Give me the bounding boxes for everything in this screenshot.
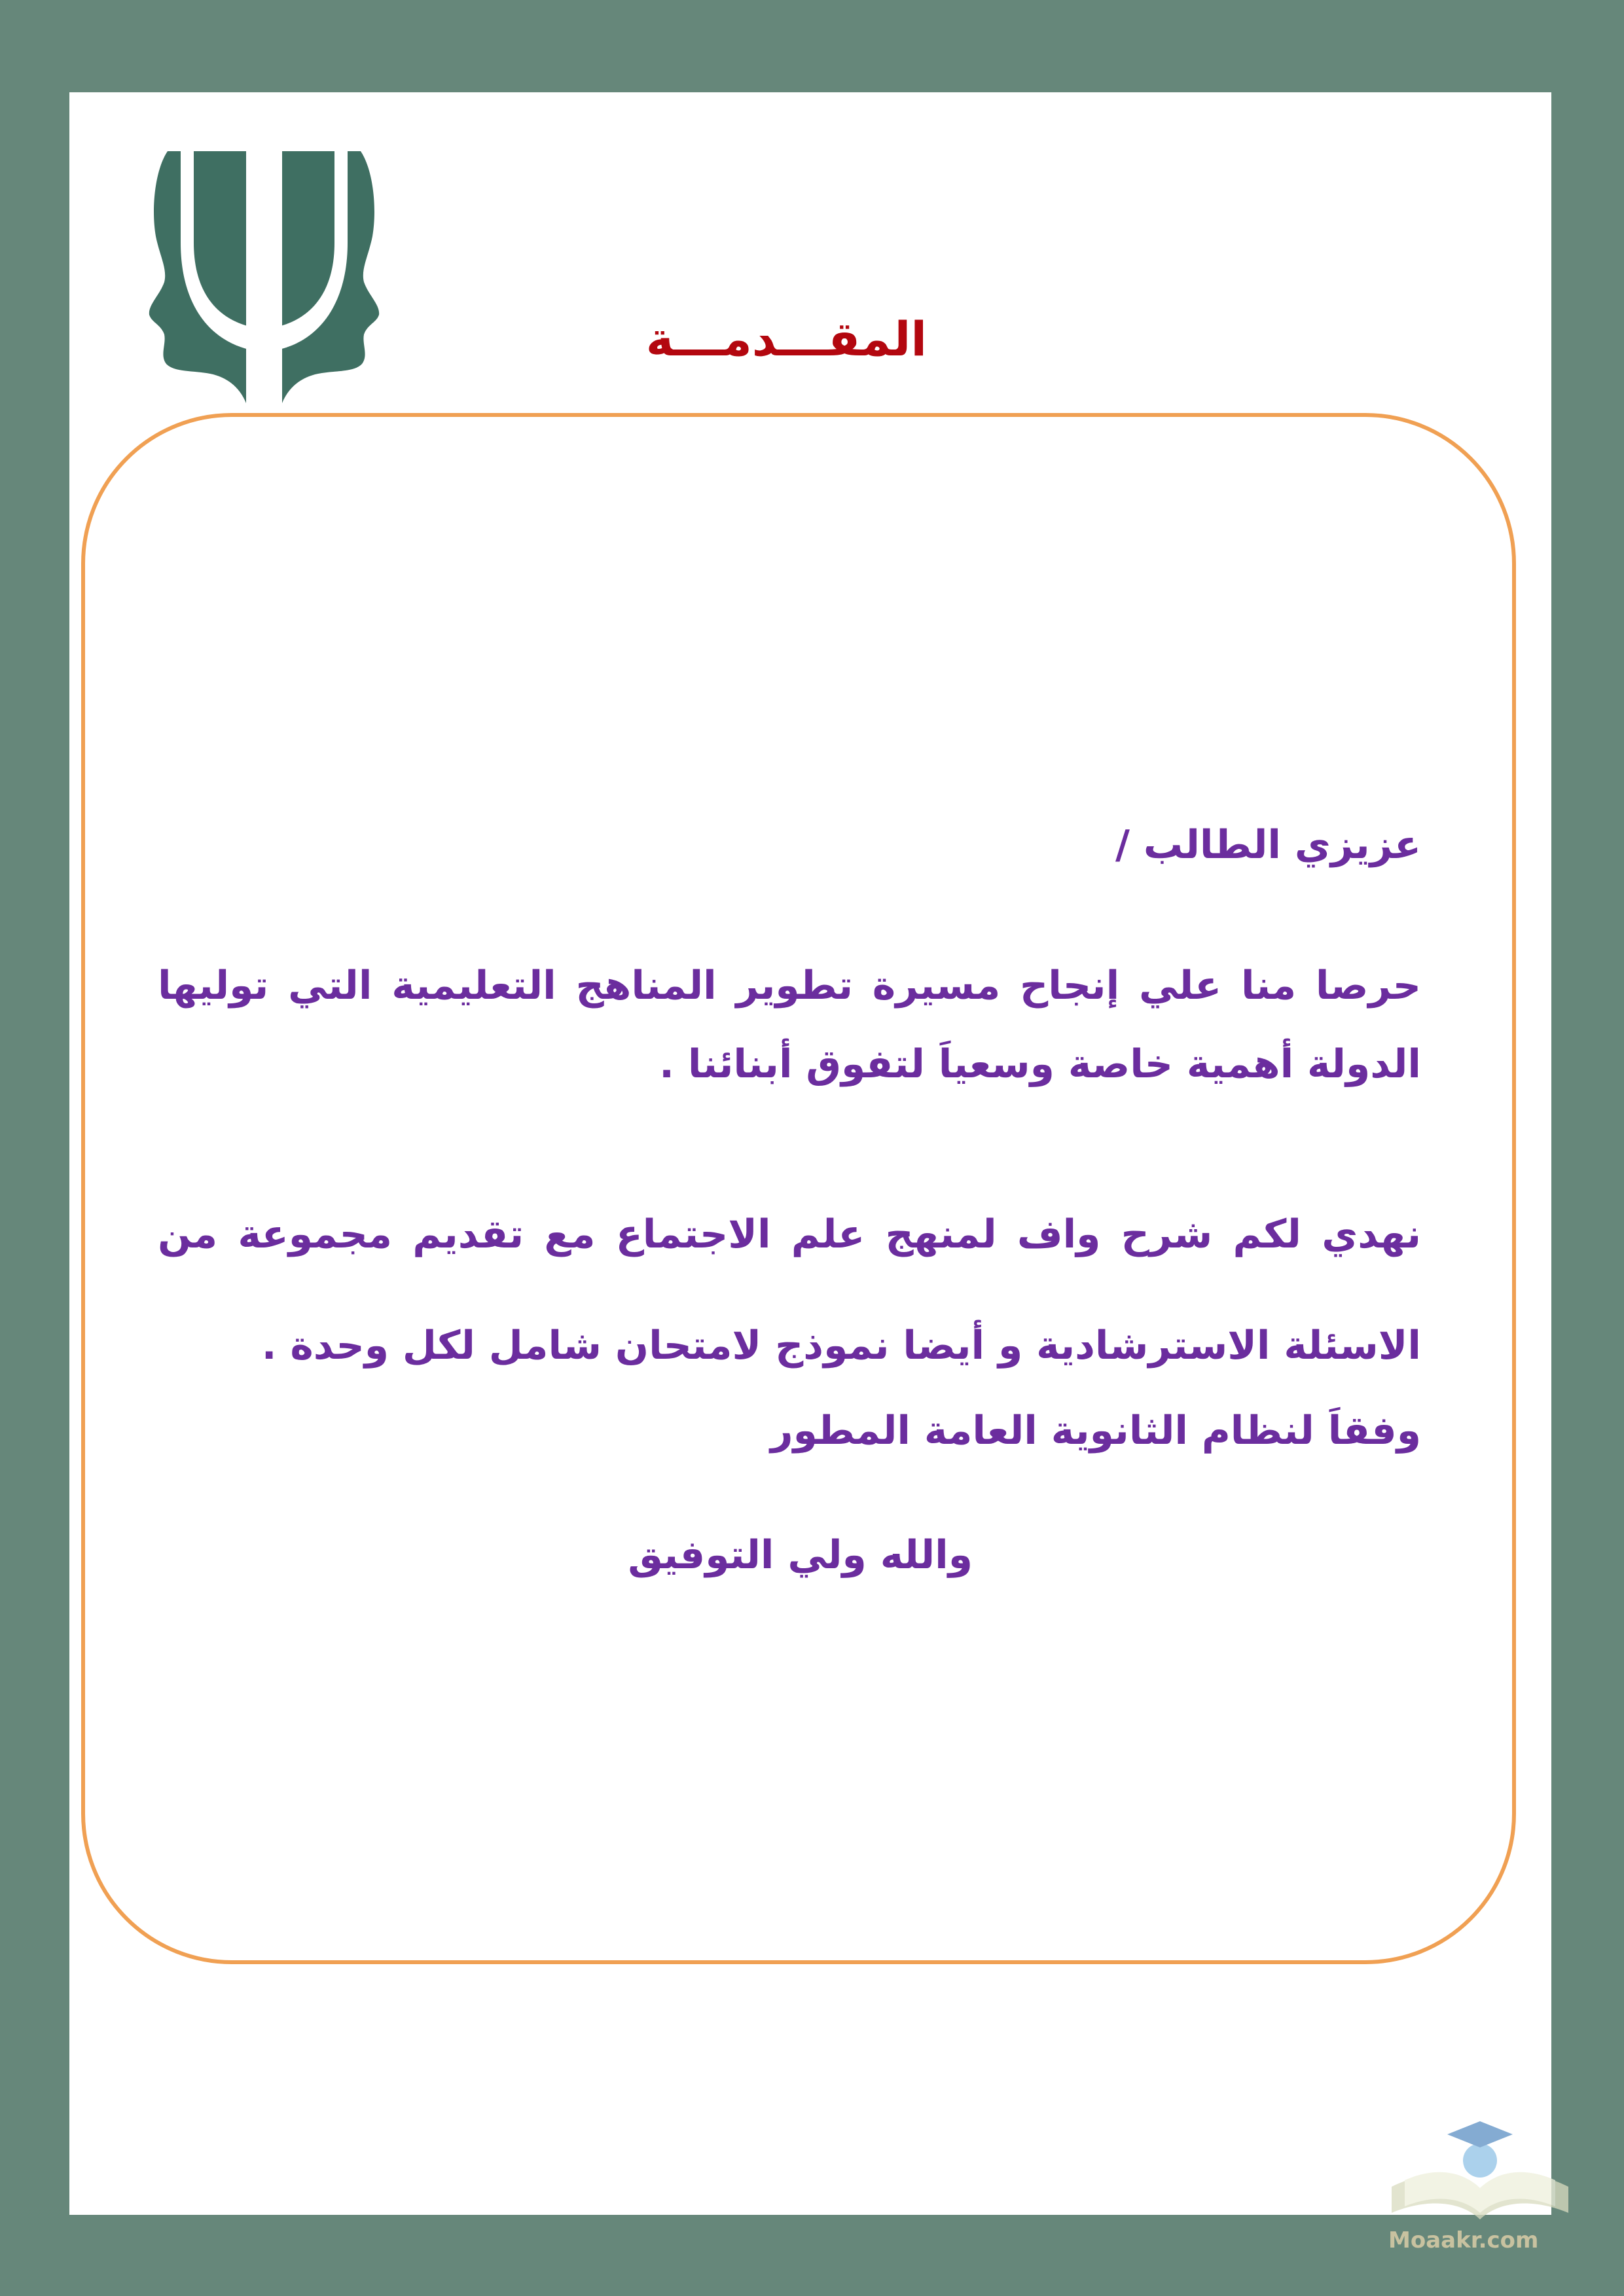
paragraph-3: وفقاَ لنظام الثانوية العامة المطور bbox=[770, 1408, 1421, 1454]
page-title: المقـــدمـــة bbox=[645, 312, 927, 367]
page-sheet bbox=[69, 92, 1551, 2253]
graduation-book-icon bbox=[1385, 2108, 1575, 2233]
paragraph-2: نهدي لكم شرح واف لمنهج علم الاجتماع مع تقديم مجموعة من الاسئلة الاسترشادية و أيضا نموذج لامتحان شامل لكل وحدة . bbox=[158, 1211, 1421, 1369]
watermark-text: Moaakr.com bbox=[1388, 2227, 1539, 2253]
paragraph-1: حرصا منا علي إنجاح مسيرة تطوير المناهج التعليمية التي توليها الدولة أهمية خاصة وسعياَ لتفوق أبنائنا . bbox=[158, 963, 1421, 1087]
closing-line: والله ولي التوفيق bbox=[628, 1532, 973, 1578]
greeting-line: عزيزي الطالب / bbox=[1115, 822, 1421, 868]
